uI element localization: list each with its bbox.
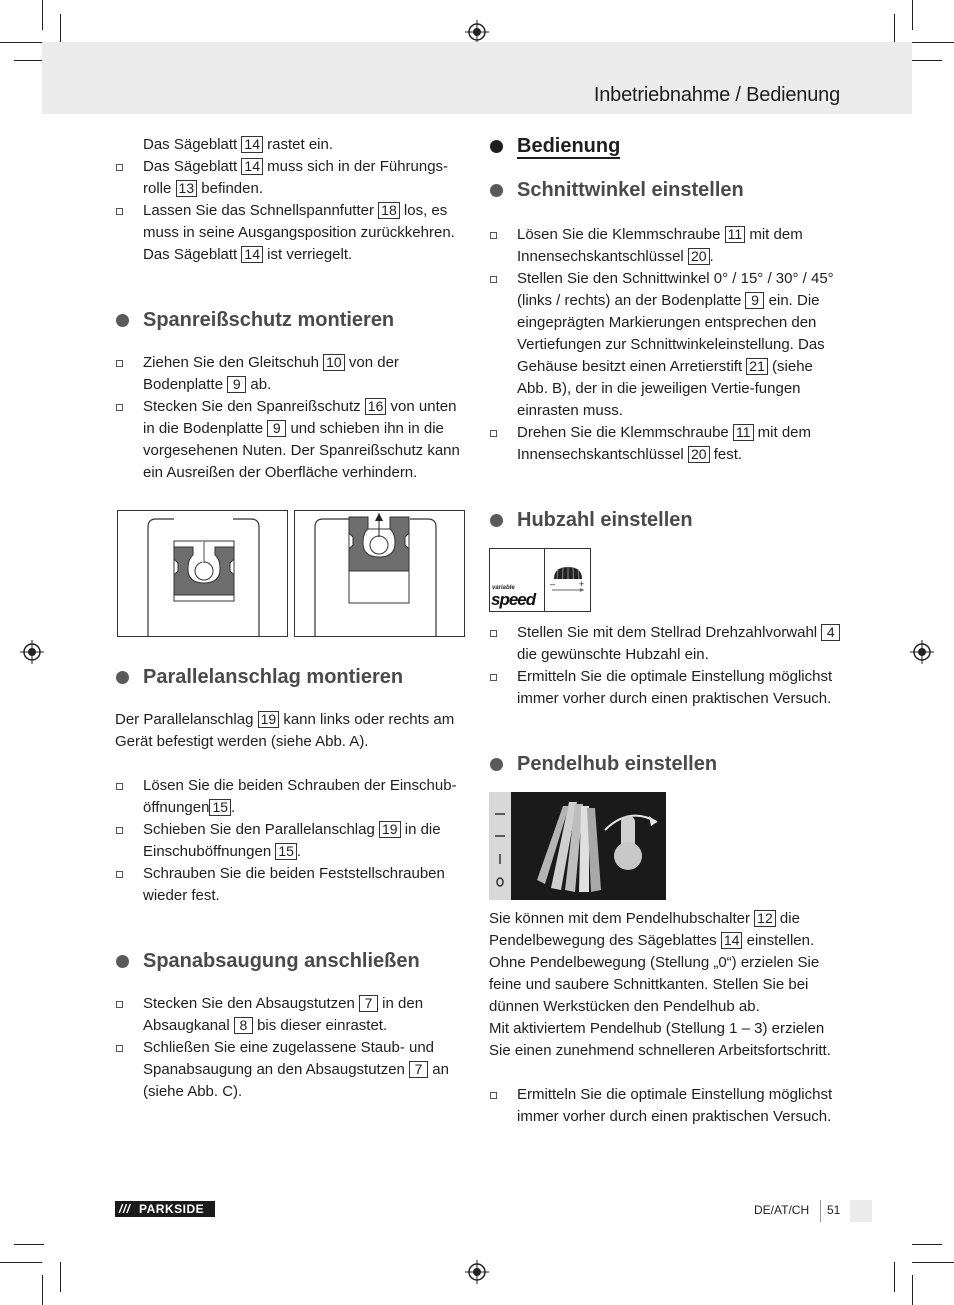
- checkbox-bullet-icon: [490, 430, 497, 437]
- checkbox-bullet-icon: [116, 360, 123, 367]
- crop-mark: [894, 1262, 895, 1292]
- list-item: Drehen Sie die Klemmschraube 11 mit dem Innensechskantschlüssel 20 fest.: [489, 422, 841, 466]
- list-item: Das Sägeblatt 14 muss sich in der Führungs-rolle 13 befinden.: [115, 156, 467, 200]
- list-item: Lassen Sie das Schnellspannfutter 18 los, es muss in seine Ausgangsposition zurückkehren. Das Sägeblatt 14 ist verriegelt.: [115, 200, 467, 266]
- checkbox-bullet-icon: [116, 783, 123, 790]
- ref-number: 19: [379, 821, 401, 838]
- checkbox-bullet-icon: [116, 1045, 123, 1052]
- figure-row: [117, 510, 467, 637]
- bullet-dot-icon: [490, 514, 503, 527]
- bullet-dot-icon: [490, 184, 503, 197]
- list-item: Lösen Sie die beiden Schrauben der Einschub-öffnungen 15 .: [115, 775, 467, 819]
- crop-mark: [912, 1244, 942, 1245]
- checkbox-bullet-icon: [116, 871, 123, 878]
- ref-number: 14: [241, 246, 263, 263]
- page-number: 51: [827, 1203, 841, 1217]
- list-item: Stecken Sie den Absaugstutzen 7 in den Absaugkanal 8 bis dieser einrastet.: [115, 993, 467, 1037]
- ref-number: 15: [275, 843, 297, 860]
- ref-number: 11: [733, 424, 754, 441]
- checkbox-bullet-icon: [116, 404, 123, 411]
- language-code: DE/AT/CH: [754, 1203, 810, 1217]
- pendelhub-paragraph: Sie können mit dem Pendelhubschalter 12 die Pendelbewegung des Sägeblattes 14 einstellen. Ohne Pendelbewegung (Stellung „0“) erzielen Sie feine und saubere Schnittkanten. Stellen Sie bei dünnen Werkstücken den Pendelhub ab.: [489, 910, 820, 1015]
- registration-mark-icon: [910, 640, 934, 664]
- page-title: Inbetriebnahme / Bedienung: [593, 84, 840, 106]
- checkbox-bullet-icon: [490, 674, 497, 681]
- ref-number: 11: [725, 226, 746, 243]
- crop-mark: [42, 1275, 43, 1305]
- list-item: Stellen Sie mit dem Stellrad Drehzahlvorwahl 4 die gewünschte Hubzahl ein.: [489, 622, 841, 666]
- crop-mark: [912, 42, 954, 43]
- ref-number: 20: [688, 446, 710, 463]
- ref-number: 4: [821, 624, 840, 641]
- ref-number: 19: [258, 711, 280, 728]
- variable-speed-figure: variable speed – +: [489, 548, 591, 612]
- list-item: Schließen Sie eine zugelassene Staub- und Spanabsaugung an den Absaugstutzen 7 an (siehe Abb. C).: [115, 1037, 467, 1103]
- crop-mark: [14, 60, 44, 61]
- crop-mark: [894, 14, 895, 44]
- bullet-dot-icon: [116, 671, 129, 684]
- ref-number: 14: [241, 158, 263, 175]
- crop-mark: [60, 1262, 61, 1292]
- list-item: Ziehen Sie den Gleitschuh 10 von der Bodenplatte 9 ab.: [115, 352, 467, 396]
- footer-tab: [850, 1200, 872, 1222]
- ref-number: 18: [378, 202, 400, 219]
- section-heading-hubzahl: Hubzahl einstellen: [489, 508, 841, 532]
- section-heading-spanabsaugung: Spanabsaugung anschließen: [115, 949, 467, 973]
- section-heading-schnittwinkel: Schnittwinkel einstellen: [489, 178, 841, 202]
- section-heading-bedienung: Bedienung: [489, 134, 841, 158]
- crop-mark: [912, 60, 942, 61]
- section-heading-spanreissschutz: Spanreißschutz montieren: [115, 308, 467, 332]
- checkbox-bullet-icon: [116, 1001, 123, 1008]
- ref-number: 12: [754, 910, 776, 927]
- list-item: Schrauben Sie die beiden Feststellschrauben wieder fest.: [115, 863, 467, 907]
- crop-mark: [42, 0, 43, 30]
- crop-mark: [912, 1262, 954, 1263]
- checkbox-bullet-icon: [490, 1092, 497, 1099]
- ref-number: 7: [359, 995, 378, 1012]
- crop-mark: [912, 0, 913, 30]
- ref-number: 21: [746, 358, 768, 375]
- crop-mark: [0, 1262, 42, 1263]
- crop-mark: [60, 14, 61, 44]
- ref-number: 7: [409, 1061, 428, 1078]
- bullet-dot-icon: [490, 758, 503, 771]
- ref-number: 14: [721, 932, 743, 949]
- crop-mark: [912, 1275, 913, 1305]
- figure-spanreissschutz-2: [294, 510, 465, 637]
- pendulum-stroke-illustration: [489, 792, 666, 900]
- parallel-intro: Der Parallelanschlag 19 kann links oder rechts am Gerät befestigt werden (siehe Abb. A).: [115, 711, 455, 750]
- pendelhub-paragraph-2: Mit aktiviertem Pendelhub (Stellung 1 – 3) erzielen Sie einen zunehmend schnelleren Arbeitsfortschritt.: [489, 1020, 831, 1059]
- intro-line: Das Sägeblatt 14 rastet ein.: [143, 136, 334, 153]
- bullet-dot-icon: [116, 314, 129, 327]
- left-column: [115, 134, 467, 1103]
- checkbox-bullet-icon: [116, 208, 123, 215]
- checkbox-bullet-icon: [116, 827, 123, 834]
- section-heading-parallelanschlag: Parallelanschlag montieren: [115, 665, 467, 689]
- crop-mark: [0, 42, 42, 43]
- right-column: [489, 134, 841, 1128]
- registration-mark-icon: [20, 640, 44, 664]
- registration-mark-icon: [465, 20, 489, 44]
- section-heading-pendelhub: Pendelhub einstellen: [489, 752, 841, 776]
- list-item: Ermitteln Sie die optimale Einstellung möglichst immer vorher durch einen praktischen Versuch.: [489, 666, 841, 710]
- list-item: Lösen Sie die Klemmschraube 11 mit dem Innensechskantschlüssel 20 .: [489, 224, 841, 268]
- footer-divider: [820, 1200, 821, 1222]
- checkbox-bullet-icon: [490, 232, 497, 239]
- list-item: Ermitteln Sie die optimale Einstellung möglichst immer vorher durch einen praktischen Versuch.: [489, 1084, 841, 1128]
- ref-number: 9: [227, 376, 246, 393]
- crop-mark: [14, 1244, 44, 1245]
- figure-spanreissschutz-1: [117, 510, 288, 637]
- ref-number: 16: [365, 398, 387, 415]
- list-item: Schieben Sie den Parallelanschlag 19 in die Einschuböffnungen 15 .: [115, 819, 467, 863]
- bullet-dot-icon: [490, 140, 503, 153]
- checkbox-bullet-icon: [490, 276, 497, 283]
- registration-mark-icon: [465, 1260, 489, 1284]
- ref-number: 10: [323, 354, 345, 371]
- bullet-dot-icon: [116, 955, 129, 968]
- checkbox-bullet-icon: [490, 630, 497, 637]
- ref-number: 13: [176, 180, 198, 197]
- list-item: Stellen Sie den Schnittwinkel 0° / 15° / 30° / 45° (links / rechts) an der Bodenplatte 9 ein. Die eingeprägten Markierungen entsprechen den Vertiefungen zur Schnittwinkeleinstellung. Das Gehäuse besitzt einen Arretierstift 21 (siehe Abb. B), der in die jeweiligen Vertie-fungen einrasten muss.: [489, 268, 841, 422]
- ref-number: 14: [241, 136, 263, 153]
- ref-number: 9: [267, 420, 286, 437]
- pendelhub-photo: [489, 792, 666, 900]
- ref-number: 8: [234, 1017, 253, 1034]
- parkside-logo: /// PARKSIDE: [115, 1201, 215, 1217]
- ref-number: 20: [688, 248, 710, 265]
- ref-number: 9: [745, 292, 764, 309]
- checkbox-bullet-icon: [116, 164, 123, 171]
- ref-number: 15: [209, 799, 231, 816]
- list-item: Stecken Sie den Spanreißschutz 16 von unten in die Bodenplatte 9 und schieben ihn in die vorgesehenen Nuten. Der Spanreißschutz kann ein Ausreißen der Oberfläche verhindern.: [115, 396, 467, 484]
